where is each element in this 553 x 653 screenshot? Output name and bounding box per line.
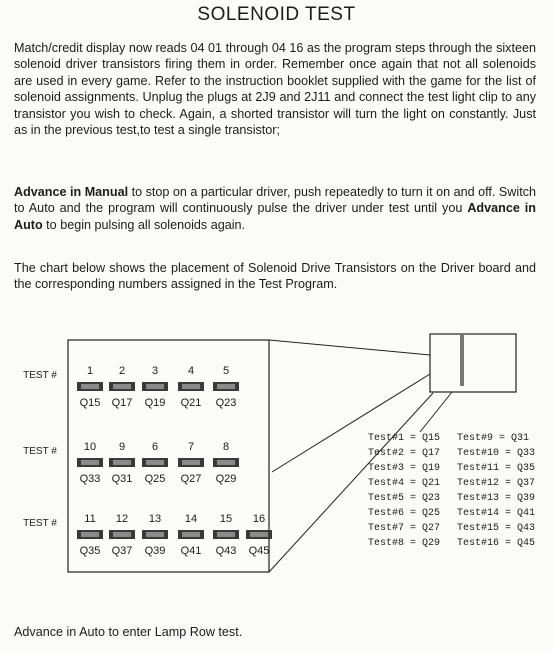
test-number: 10: [83, 441, 97, 453]
test-number: 7: [187, 441, 195, 453]
transistor-label: Q45: [248, 545, 270, 557]
paragraph2-text2: to begin pulsing all solenoids again.: [42, 217, 246, 232]
test-number: 15: [219, 513, 233, 525]
transistor-mark-highlight: [113, 532, 131, 537]
legend-entry-right: Test#12 = Q37: [457, 478, 536, 489]
legend-entry-left: Test#4 = Q21: [368, 478, 441, 489]
legend-entry-right: Test#11 = Q35: [457, 463, 536, 474]
footer-instruction: [14, 624, 536, 640]
transistor-label: Q17: [111, 397, 133, 409]
footer-bold: Advance in: [14, 625, 77, 639]
transistor-mark-highlight: [146, 384, 164, 389]
test-number: 9: [118, 441, 126, 453]
chart-intro-paragraph: The chart below shows the placement of Solenoid Drive Transistors on the Driver board and the corresponding numbers assigned in the Test Program.: [14, 261, 536, 292]
test-number: 12: [115, 513, 129, 525]
intro-paragraph: Match/credit display now reads 04 01 through 04 16 as the program steps through the sixteen solenoid driver transistors firing them in order. Remember once again that not all solenoids are used in every game. Refer to the instruction booklet supplied with the game for the list of solenoid assignments. Unplug the plugs at 2J9 and 2J11 and connect the test light clip to any transistor you wish to check. Again, a shorted transistor will turn the light on constantly. Just as in the previous test,to test a single transistor;: [14, 41, 536, 138]
test-number: 1: [86, 365, 94, 377]
transistor-mark-highlight: [250, 532, 268, 537]
paragraph2-text1: to stop on a particular driver, push repeatedly to turn it on and off. Switch to Auto and the program will continuously pulse the driver under test until you: [14, 185, 536, 216]
advance-auto-label: Advance in Auto: [14, 201, 536, 232]
transistor-label: Q15: [79, 397, 101, 409]
driver-board-outline: [430, 334, 516, 392]
test-number: 8: [222, 441, 230, 453]
legend-entry-left: Test#5 = Q23: [368, 493, 441, 504]
row-label: TEST #: [23, 446, 57, 457]
transistor-label: Q21: [180, 397, 202, 409]
transistor-mark-highlight: [217, 460, 235, 465]
legend-entry-right: Test#16 = Q45: [457, 538, 536, 549]
transistor-mark-highlight: [81, 460, 99, 465]
row-label: TEST #: [23, 370, 57, 381]
legend-entry-right: Test#15 = Q43: [457, 523, 536, 534]
test-number: 6: [151, 441, 159, 453]
test-number: 5: [222, 365, 230, 377]
transistor-mark-highlight: [182, 460, 200, 465]
transistor-label: Q39: [144, 545, 166, 557]
transistor-mark-highlight: [146, 460, 164, 465]
test-number: 13: [148, 513, 162, 525]
transistor-label: Q37: [111, 545, 133, 557]
board-connector: [460, 334, 464, 386]
legend-entry-left: Test#1 = Q15: [368, 433, 441, 444]
transistor-label: Q27: [180, 473, 202, 485]
test-number: 14: [184, 513, 198, 525]
legend-entry-left: Test#6 = Q25: [368, 508, 441, 519]
transistor-mark-highlight: [217, 384, 235, 389]
test-number: 3: [151, 365, 159, 377]
legend-entry-right: Test#9 = Q31: [457, 433, 530, 444]
legend-entry-left: Test#8 = Q29: [368, 538, 441, 549]
advance-manual-label: Advance in Manual: [14, 185, 129, 199]
transistor-label: Q35: [79, 545, 101, 557]
transistor-label: Q25: [144, 473, 166, 485]
transistor-label: Q41: [180, 545, 202, 557]
legend-entry-right: Test#10 = Q33: [457, 448, 536, 459]
zoom-line-top: [269, 340, 430, 355]
test-number: 2: [118, 365, 126, 377]
legend-entry-right: Test#14 = Q41: [457, 508, 536, 519]
transistor-label: Q33: [79, 473, 101, 485]
transistor-mark-highlight: [146, 532, 164, 537]
legend-entry-left: Test#3 = Q19: [368, 463, 441, 474]
transistor-mark-highlight: [217, 532, 235, 537]
row-label: TEST #: [23, 518, 57, 529]
footer-text: Auto to enter Lamp Row test.: [76, 625, 243, 639]
transistor-label: Q31: [111, 473, 133, 485]
legend-entry-left: Test#7 = Q27: [368, 523, 441, 534]
test-number: 16: [252, 513, 266, 525]
transistor-mark-highlight: [182, 384, 200, 389]
page-title: SOLENOID TEST: [197, 4, 356, 25]
legend-entry-right: Test#13 = Q39: [457, 493, 536, 504]
transistor-mark-highlight: [81, 532, 99, 537]
legend-entry-left: Test#2 = Q17: [368, 448, 441, 459]
transistor-label: Q23: [215, 397, 237, 409]
transistor-mark-highlight: [182, 532, 200, 537]
transistor-label: Q43: [215, 545, 237, 557]
test-number: 11: [84, 513, 96, 525]
transistor-label: Q19: [144, 397, 166, 409]
test-number: 4: [187, 365, 195, 377]
transistor-label: Q29: [215, 473, 237, 485]
transistor-mark-highlight: [113, 384, 131, 389]
legend-pointer: [420, 392, 452, 432]
transistor-mark-highlight: [113, 460, 131, 465]
transistor-mark-highlight: [81, 384, 99, 389]
